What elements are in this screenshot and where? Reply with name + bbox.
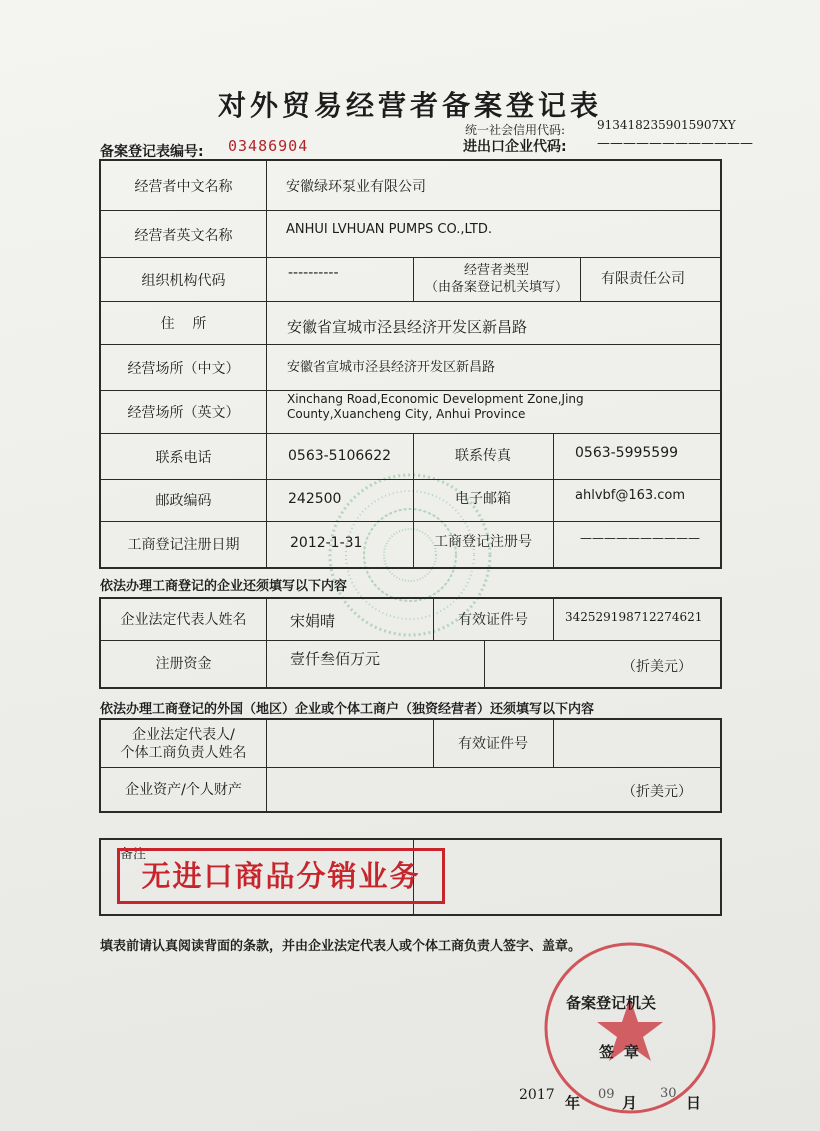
postal-label: 邮政编码 xyxy=(155,493,212,509)
main-table-rule xyxy=(101,433,720,434)
assets-label: 企业资产/个人财产 xyxy=(125,782,242,798)
phone-value: 0563-5106622 xyxy=(288,448,392,464)
date-month: 09 xyxy=(598,1087,615,1102)
legal-rep-label: 企业法定代表人姓名 xyxy=(120,612,247,628)
fax-label: 联系传真 xyxy=(455,448,511,464)
operator-type-label xyxy=(413,262,580,296)
foreign-rep-label-line2: 个体工商负责人姓名 xyxy=(120,745,247,761)
credit-code-label: 统一社会信用代码: xyxy=(465,123,566,137)
legal-rep-value: 宋娟晴 xyxy=(290,612,336,630)
date-year: 2017 xyxy=(519,1087,555,1103)
remarks-stamp: 无进口商品分销业务 xyxy=(117,848,445,904)
registration-number-label: 备案登记表编号: xyxy=(100,144,204,160)
foreign-id-label: 有效证件号 xyxy=(458,736,528,752)
operator-type-value: 有限责任公司 xyxy=(601,271,685,287)
enterprise-table-rule xyxy=(266,599,267,687)
main-table-rule xyxy=(580,257,581,301)
main-table-rule xyxy=(101,344,720,345)
date-month-unit: 月 xyxy=(622,1094,638,1112)
id-number-value: 342529198712274621 xyxy=(565,610,703,624)
id-number-label: 有效证件号 xyxy=(458,612,528,628)
operator-type-label-line2: （由备案登记机关填写） xyxy=(424,280,568,295)
date-day-unit: 日 xyxy=(686,1094,702,1112)
assets-unit: （折美元） xyxy=(622,784,692,800)
en-name-label: 经营者英文名称 xyxy=(134,228,233,244)
foreign-table-rule xyxy=(101,767,720,768)
foreign-rep-label xyxy=(101,726,266,762)
email-label: 电子邮箱 xyxy=(455,491,511,507)
main-table-rule xyxy=(101,479,720,480)
date-year-unit: 年 xyxy=(565,1094,581,1112)
premises-cn-value: 安徽省宣城市泾县经济开发区新昌路 xyxy=(287,360,496,375)
cn-name-value: 安徽绿环泵业有限公司 xyxy=(286,179,426,195)
foreign-table-rule xyxy=(553,720,554,767)
authority-label: 备案登记机关 xyxy=(566,994,657,1012)
enterprise-table-rule xyxy=(553,599,554,640)
main-table-rule xyxy=(101,390,720,391)
sign-label: 签章 xyxy=(599,1043,650,1061)
fax-value: 0563-5995599 xyxy=(575,445,679,461)
foreign-rep-label-line1: 企业法定代表人/ xyxy=(132,727,235,743)
premises-en-label: 经营场所（英文） xyxy=(127,405,240,421)
phone-label: 联系电话 xyxy=(155,450,212,466)
main-table-rule xyxy=(101,257,720,258)
remarks-label: 备注 xyxy=(120,847,147,862)
enterprise-table-rule xyxy=(484,640,485,687)
operator-type-label-line1: 经营者类型 xyxy=(463,263,529,278)
ie-code-value: ———————————— xyxy=(597,136,753,151)
address-value: 安徽省宣城市泾县经济开发区新昌路 xyxy=(287,318,528,336)
premises-en-value: Xinchang Road,Economic Development Zone,Jing County,Xuancheng City, Anhui Province xyxy=(287,392,584,421)
foreign-section-heading: 依法办理工商登记的外国（地区）企业或个体工商户（独资经营者）还须填写以下内容 xyxy=(100,702,595,717)
org-code-label: 组织机构代码 xyxy=(141,273,226,289)
main-table-rule xyxy=(101,301,720,302)
en-name-value: ANHUI LVHUAN PUMPS CO.,LTD. xyxy=(286,222,493,237)
main-table-rule xyxy=(266,161,267,567)
reg-no-value: —————————— xyxy=(580,531,700,545)
premises-cn-label: 经营场所（中文） xyxy=(127,361,240,377)
foreign-table-rule xyxy=(266,720,267,811)
main-table-rule xyxy=(101,521,720,522)
cn-name-label: 经营者中文名称 xyxy=(134,179,233,195)
capital-unit: （折美元） xyxy=(622,659,692,675)
footer-notice: 填表前请认真阅读背面的条款，并由企业法定代表人或个体工商负责人签字、盖章。 xyxy=(100,939,582,954)
date-day: 30 xyxy=(660,1086,677,1101)
credit-code-value: 9134182359015907XY xyxy=(597,118,736,132)
main-table-rule xyxy=(553,433,554,567)
capital-label: 注册资金 xyxy=(155,656,212,672)
reg-date-value: 2012-1-31 xyxy=(290,535,363,551)
org-code-value: ---------- xyxy=(288,265,339,281)
email-value: ahlvbf@163.com xyxy=(575,488,686,503)
capital-value: 壹仟叁佰万元 xyxy=(290,650,381,668)
address-label: 住 所 xyxy=(160,316,207,332)
form-title: 对外贸易经营者备案登记表 xyxy=(217,89,602,122)
registration-number-value: 03486904 xyxy=(228,137,309,155)
enterprise-section-heading: 依法办理工商登记的企业还须填写以下内容 xyxy=(100,579,348,594)
reg-no-label: 工商登记注册号 xyxy=(434,534,532,550)
ie-code-label: 进出口企业代码: xyxy=(463,139,567,155)
enterprise-table-rule xyxy=(101,640,720,641)
postal-value: 242500 xyxy=(288,491,342,507)
reg-date-label: 工商登记注册日期 xyxy=(127,537,240,553)
main-table-rule xyxy=(101,210,720,211)
